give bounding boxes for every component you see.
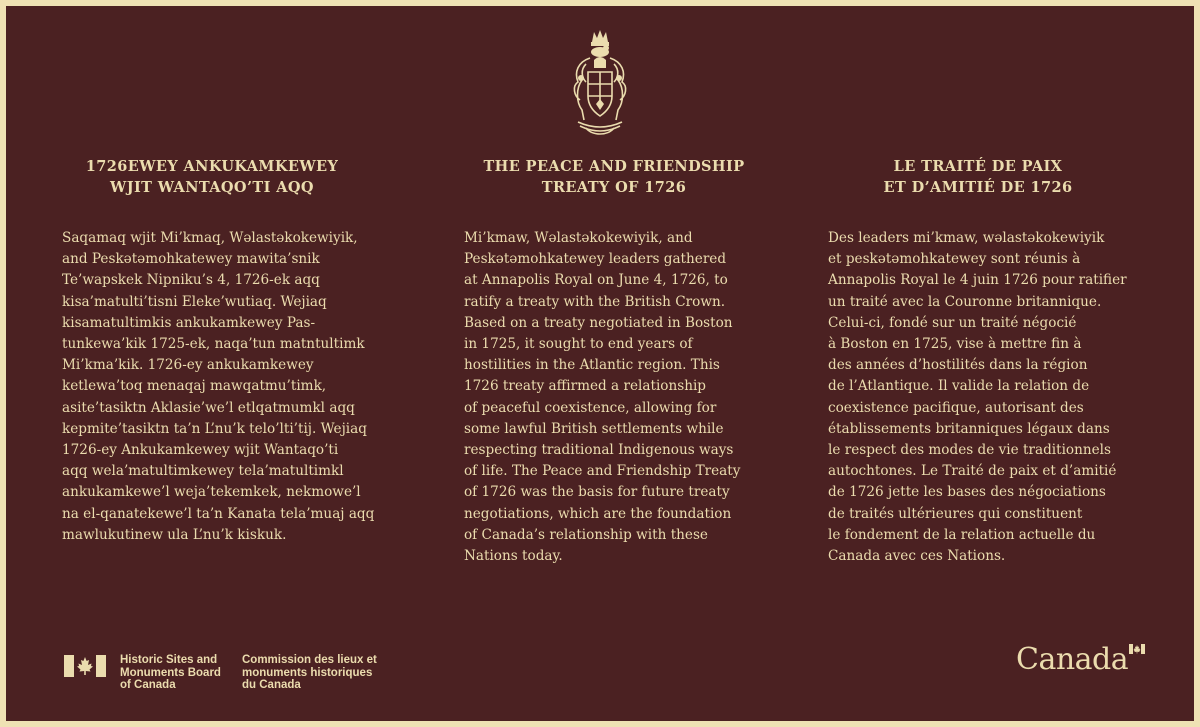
wordmark-text: Canada: [1016, 642, 1129, 677]
canada-wordmark: [1016, 642, 1145, 677]
title-line: WJIT WANTAQO’TI AQQ: [110, 179, 314, 196]
column-mikmaq: [62, 156, 392, 546]
column-body-mikmaq: Saqamaq wjit Mi’kmaq, Wəlastəkokewiyik, and Peskətəmohkatewey mawita’snik Te’wapskek Nipniku’s 4, 1726-ek aqq kisa’matulti’tisni Eleke’wutiaq. Wejiaq kisamatultimkis ankukamkewey Pas- tunkewa’kik 1725-ek, naqa’tun matntultimk Mi’kma’kik. 1726-ey ankukamkewey ketlewa’toq menaqaj mawqatmu’timk, asite’tasiktn Aklasie’we’l etlqatmumkl aqq kepmite’tasiktn ta’n L’nu’k telo’lti’tij. Wejiaq 1726-ey Ankukamkewey wjit Wantaqo’ti aqq wela’matultimkewey tela’matultimkl ankukamkewe’l weja’tekemkek, nekmowe’l na el-qanatekewe’l ta’n Kanata tela’muaj aqq mawlukutinew ula L’nu’k kiskuk.: [62, 230, 375, 543]
board-signature: [64, 654, 377, 692]
maple-leaf-flag-icon: [64, 655, 106, 677]
column-french: [828, 156, 1158, 567]
column-body-french: Des leaders mi’kmaw, wəlastəkokewiyik et peskətəmohkatewey sont réunis à Annapolis Royal le 4 juin 1726 pour ratifier un traité avec la Couronne britannique. Celui-ci, fondé sur un traité négocié à Boston en 1725, vise à mettre fin à des années d’hostilités dans la région de l’Atlantique. Il valide la relation de coexistence pacifique, autorisant des établissements britanniques légaux dans le respect des modes de vie traditionnels autochtones. Le Traité de paix et d’amitié de 1726 jette les bases des négociations de traités ultérieures qui constituent le fondement de la relation actuelle du Canada avec ces Nations.: [828, 230, 1127, 565]
column-body-english: Mi’kmaw, Wəlastəkokewiyik, and Peskətəmohkatewey leaders gathered at Annapolis Royal on June 4, 1726, to ratify a treaty with the British Crown. Based on a treaty negotiated in Boston in 1725, it sought to end years of hostilities in the Atlantic region. This 1726 treaty affirmed a relationship of peaceful coexistence, allowing for some lawful British settlements while respecting traditional Indigenous ways of life. The Peace and Friendship Treaty of 1726 was the basis for future treaty negotiations, which are the foundation of Canada’s relationship with these Nations today.: [464, 230, 741, 565]
title-line: TREATY OF 1726: [541, 179, 687, 196]
column-title-english: [464, 156, 764, 198]
plaque: [6, 6, 1194, 721]
column-title-french: [828, 156, 1128, 198]
title-line: 1726EWEY ANKUKAMKEWEY: [85, 158, 339, 175]
title-line: ET D’AMITIÉ DE 1726: [883, 179, 1073, 196]
column-title-mikmaq: [62, 156, 362, 198]
column-english: [464, 156, 794, 567]
board-name-english: Historic Sites and Monuments Board of Canada: [120, 654, 221, 692]
coat-of-arms-icon: [568, 28, 632, 140]
flag-icon: [1129, 644, 1145, 654]
title-line: LE TRAITÉ DE PAIX: [893, 158, 1063, 175]
title-line: THE PEACE AND FRIENDSHIP: [483, 158, 745, 175]
board-name-french: Commission des lieux et monuments historiques du Canada: [242, 654, 377, 692]
